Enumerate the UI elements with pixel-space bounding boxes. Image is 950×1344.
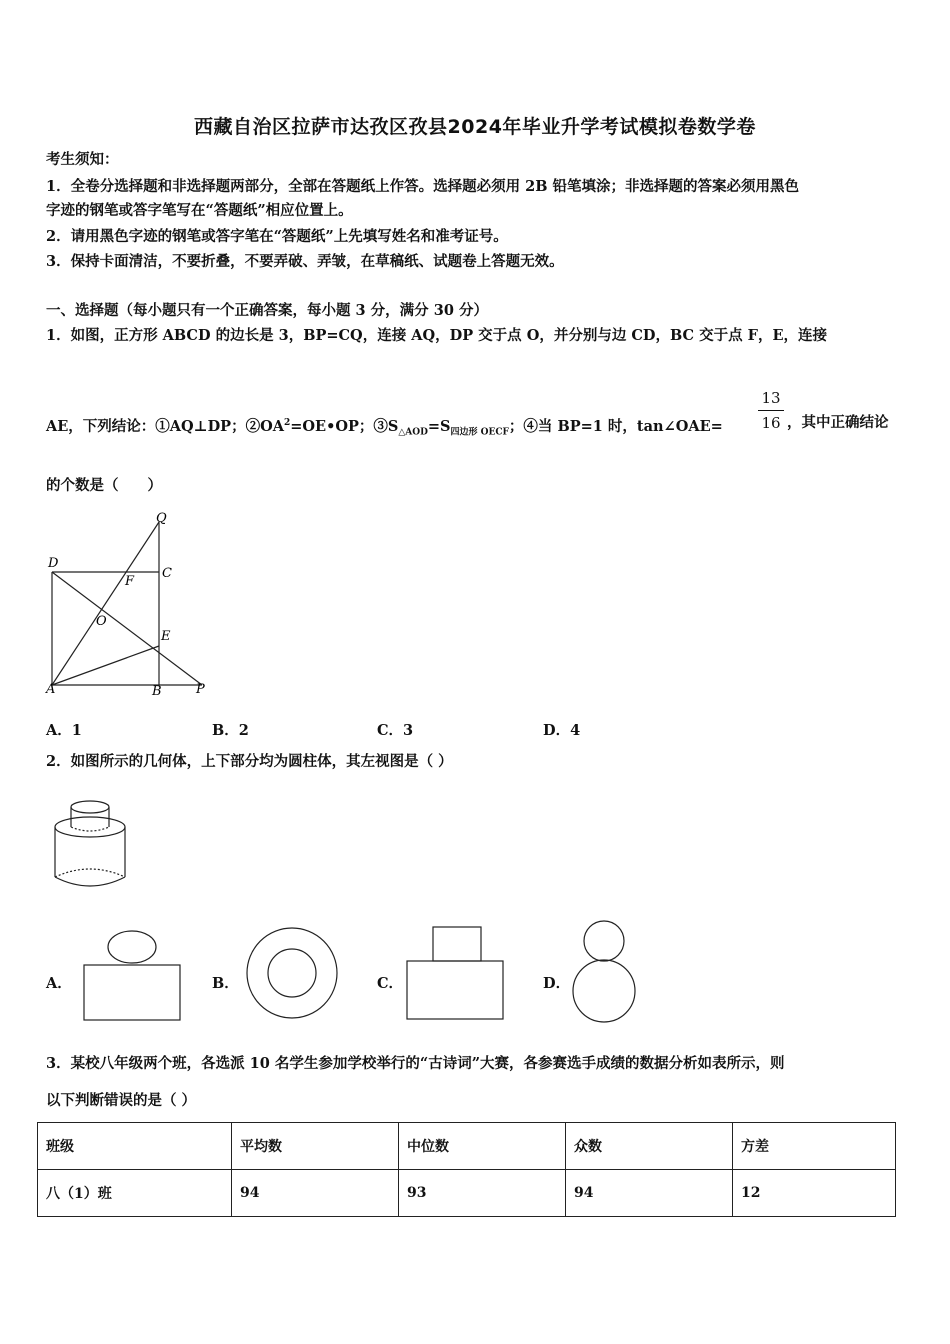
- q2-option-b-figure: [244, 925, 344, 1025]
- q1-cond-c: =S: [427, 417, 451, 435]
- big-cyl-base-front: [55, 877, 125, 886]
- q1-cond-e: ，其中正确结论: [787, 414, 889, 431]
- q1-cond-sub1: △AOD: [398, 427, 428, 438]
- q1-cond-a: AE，下列结论：①AQ⊥DP；②OA: [46, 417, 284, 435]
- header-mean: 平均数: [232, 1123, 399, 1170]
- notice-line-3: 3．保持卡面清洁，不要折叠，不要弄破、弄皱，在草稿纸、试题卷上答题无效。: [46, 253, 564, 270]
- q1-option-a[interactable]: A．1: [46, 722, 82, 739]
- section-heading: 一、选择题（每小题只有一个正确答案，每小题 3 分，满分 30 分）: [46, 302, 488, 319]
- header-mode: 众数: [566, 1123, 733, 1170]
- label-F: F: [125, 574, 135, 589]
- q2-option-c-figure: [405, 925, 510, 1025]
- cell-variance: 12: [733, 1170, 896, 1217]
- q3-stem-2: 以下判断错误的是（ ）: [46, 1092, 197, 1109]
- header-variance: 方差: [733, 1123, 896, 1170]
- opt-d-large-circle: [573, 960, 635, 1022]
- q1-stem-end: 的个数是（ ）: [46, 477, 162, 494]
- label-D: D: [48, 556, 59, 571]
- q1-option-b[interactable]: B．2: [212, 722, 249, 739]
- opt-a-rect: [84, 965, 180, 1020]
- q1-cond-b: =OE•OP；③S: [290, 417, 399, 435]
- q1-figure: [40, 505, 220, 700]
- q1-option-c[interactable]: C．3: [377, 722, 414, 739]
- notice-heading: 考生须知：: [46, 151, 119, 168]
- header-median: 中位数: [399, 1123, 566, 1170]
- table-row: [38, 1170, 896, 1217]
- q2-option-b[interactable]: B．: [212, 975, 239, 992]
- big-cyl-base-back: [55, 869, 125, 877]
- q1-frac-bar: [758, 410, 784, 411]
- q2-option-c[interactable]: C．: [377, 975, 404, 992]
- q2-option-d[interactable]: D．: [543, 975, 571, 992]
- notice-line-1b: 字迹的钢笔或答字笔写在“答题纸”相应位置上。: [46, 202, 353, 219]
- q1-option-d[interactable]: D．4: [543, 722, 581, 739]
- label-A: A: [46, 682, 56, 697]
- q1-cond-d: ；④当 BP=1 时，tan∠OAE=: [508, 417, 723, 435]
- small-cyl-top: [71, 801, 109, 813]
- opt-a-ellipse: [108, 931, 156, 963]
- label-E: E: [161, 629, 171, 644]
- label-B: B: [152, 684, 162, 699]
- q2-solid-figure: [48, 795, 138, 895]
- q1-frac-den: 16: [761, 414, 781, 432]
- notice-line-1: 1．全卷分选择题和非选择题两部分，全部在答题纸上作答。选择题必须用 2B 铅笔填涂；非选择题的答案必须用黑色: [46, 178, 800, 195]
- table-header-row: [38, 1123, 896, 1170]
- opt-c-large-rect: [407, 961, 503, 1019]
- label-Q: Q: [156, 511, 167, 526]
- q1-cond-sub2: 四边形 OECF: [450, 427, 509, 438]
- q1-stem: 1．如图，正方形 ABCD 的边长是 3，BP=CQ，连接 AQ，DP 交于点 O，并分别与边 CD，BC 交于点 F，E，连接: [46, 327, 827, 344]
- q1-fraction: [758, 388, 784, 433]
- q2-stem: 2．如图所示的几何体，上下部分均为圆柱体，其左视图是（ ）: [46, 753, 453, 770]
- q1-conditions: [46, 413, 723, 443]
- cell-mean: 94: [232, 1170, 399, 1217]
- q3-table: [37, 1122, 896, 1217]
- header-class: 班级: [38, 1123, 232, 1170]
- cell-median: 93: [399, 1170, 566, 1217]
- q1-cond-sup: 2: [283, 418, 291, 428]
- q2-option-a[interactable]: A．: [46, 975, 72, 992]
- line-AQ: [52, 522, 159, 685]
- opt-b-outer-circle: [247, 928, 337, 1018]
- label-O: O: [96, 614, 107, 629]
- q2-option-a-figure: [80, 925, 185, 1025]
- notice-line-2: 2．请用黑色字迹的钢笔或答字笔在“答题纸”上先填写姓名和准考证号。: [46, 228, 508, 245]
- q3-stem: 3．某校八年级两个班，各选派 10 名学生参加学校举行的“古诗词”大赛，各参赛选手成绩的数据分析如表所示，则: [46, 1055, 785, 1072]
- small-cyl-base-dash: [71, 827, 109, 831]
- label-P: P: [196, 682, 205, 697]
- line-AE: [52, 646, 159, 685]
- label-C: C: [162, 566, 172, 581]
- cell-mode: 94: [566, 1170, 733, 1217]
- opt-b-inner-circle: [268, 949, 316, 997]
- opt-c-small-rect: [433, 927, 481, 961]
- q2-option-d-figure: [570, 918, 645, 1028]
- big-cyl-top: [55, 817, 125, 837]
- page-title: 西藏自治区拉萨市达孜区孜县2024年毕业升学考试模拟卷数学卷: [194, 116, 756, 138]
- cell-class: 八（1）班: [38, 1170, 232, 1217]
- q1-frac-num: 13: [761, 389, 781, 407]
- opt-d-small-circle: [584, 921, 624, 961]
